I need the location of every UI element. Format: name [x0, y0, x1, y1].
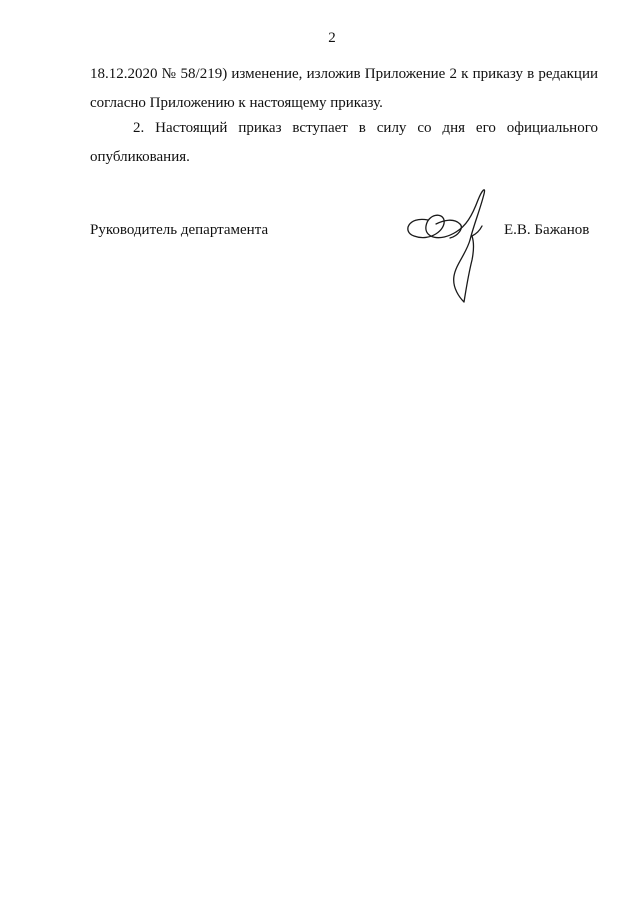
handwritten-signature-icon [400, 180, 510, 310]
signer-name: Е.В. Бажанов [504, 222, 590, 238]
position-title: Руководитель департамента [90, 222, 269, 238]
page-number: 2 [328, 30, 336, 46]
paragraph-amendment: 18.12.2020 № 58/219) изменение, изложив Приложение 2 к приказу в редакции согласно Приложению к настоящему приказу. [90, 66, 598, 111]
signature-block [90, 222, 600, 322]
paragraph-effective-date: 2. Настоящий приказ вступает в силу со дня его официального опубликования. [90, 120, 598, 165]
